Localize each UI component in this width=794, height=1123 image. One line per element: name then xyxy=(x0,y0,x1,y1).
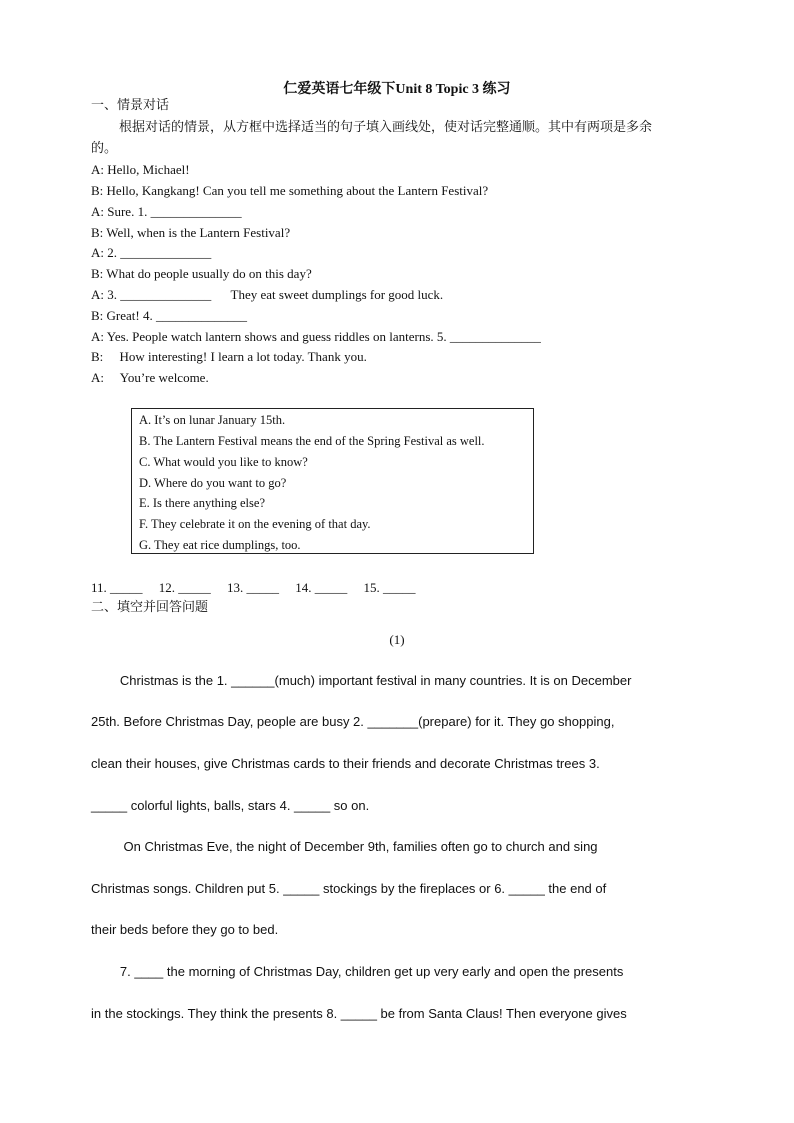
dialogue-line: A: Hello, Michael! xyxy=(91,162,190,177)
part-label: (1) xyxy=(389,632,405,647)
section-1-instruction-cont: 的。 xyxy=(91,141,118,156)
passage-line: in the stockings. They think the presents 8. _____ be from Santa Claus! Then everyone gives xyxy=(91,1006,627,1021)
option-a: A. It’s on lunar January 15th. xyxy=(139,413,286,427)
dialogue-line: A: Yes. People watch lantern shows and guess riddles on lanterns. 5. ______________ xyxy=(91,329,541,344)
passage-line: their beds before they go to bed. xyxy=(91,922,279,937)
dialogue-line: A: 3. ______________ They eat sweet dumplings for good luck. xyxy=(91,287,444,302)
dialogue-line: B: What do people usually do on this day? xyxy=(91,266,312,281)
option-e: E. Is there anything else? xyxy=(139,496,265,510)
option-g: G. They eat rice dumplings, too. xyxy=(139,538,301,552)
option-f: F. They celebrate it on the evening of that day. xyxy=(139,517,371,531)
section-1-heading: 一、情景对话 xyxy=(91,98,170,113)
section-1-instruction: 根据对话的情景，从方框中选择适当的句子填入画线处，使对话完整通顺。其中有两项是多余 xyxy=(119,120,653,135)
passage-line: _____ colorful lights, balls, stars 4. _____ so on. xyxy=(91,798,370,813)
option-d: D. Where do you want to go? xyxy=(139,476,287,490)
passage-line: 25th. Before Christmas Day, people are busy 2. _______(prepare) for it. They go shopping, xyxy=(91,714,615,729)
dialogue-line: B: Hello, Kangkang! Can you tell me something about the Lantern Festival? xyxy=(91,183,489,198)
dialogue-line: B: Well, when is the Lantern Festival? xyxy=(91,225,291,240)
passage-line: Christmas is the 1. ______(much) important festival in many countries. It is on December xyxy=(91,673,632,688)
option-b: B. The Lantern Festival means the end of the Spring Festival as well. xyxy=(139,434,485,448)
passage-line: Christmas songs. Children put 5. _____ stockings by the fireplaces or 6. _____ the end of xyxy=(91,881,607,896)
section-2-heading: 二、填空并回答问题 xyxy=(91,600,209,615)
option-c: C. What would you like to know? xyxy=(139,455,308,469)
passage-line: On Christmas Eve, the night of December 9th, families often go to church and sing xyxy=(91,839,598,854)
dialogue-line: B: Great! 4. ______________ xyxy=(91,308,247,323)
dialogue-line: A: 2. ______________ xyxy=(91,245,212,260)
passage-line: 7. ____ the morning of Christmas Day, children get up very early and open the presents xyxy=(91,964,624,979)
page-title: 仁爱英语七年级下Unit 8 Topic 3 练习 xyxy=(283,82,511,97)
dialogue-line: A: You’re welcome. xyxy=(91,370,209,385)
dialogue-line: B: How interesting! I learn a lot today. Thank you. xyxy=(91,349,367,364)
options-box xyxy=(131,408,534,554)
answer-blanks: 11. _____ 12. _____ 13. _____ 14. _____ 15. _____ xyxy=(91,580,416,595)
dialogue-line: A: Sure. 1. ______________ xyxy=(91,204,242,219)
passage-line: clean their houses, give Christmas cards to their friends and decorate Christmas trees 3. xyxy=(91,756,600,771)
